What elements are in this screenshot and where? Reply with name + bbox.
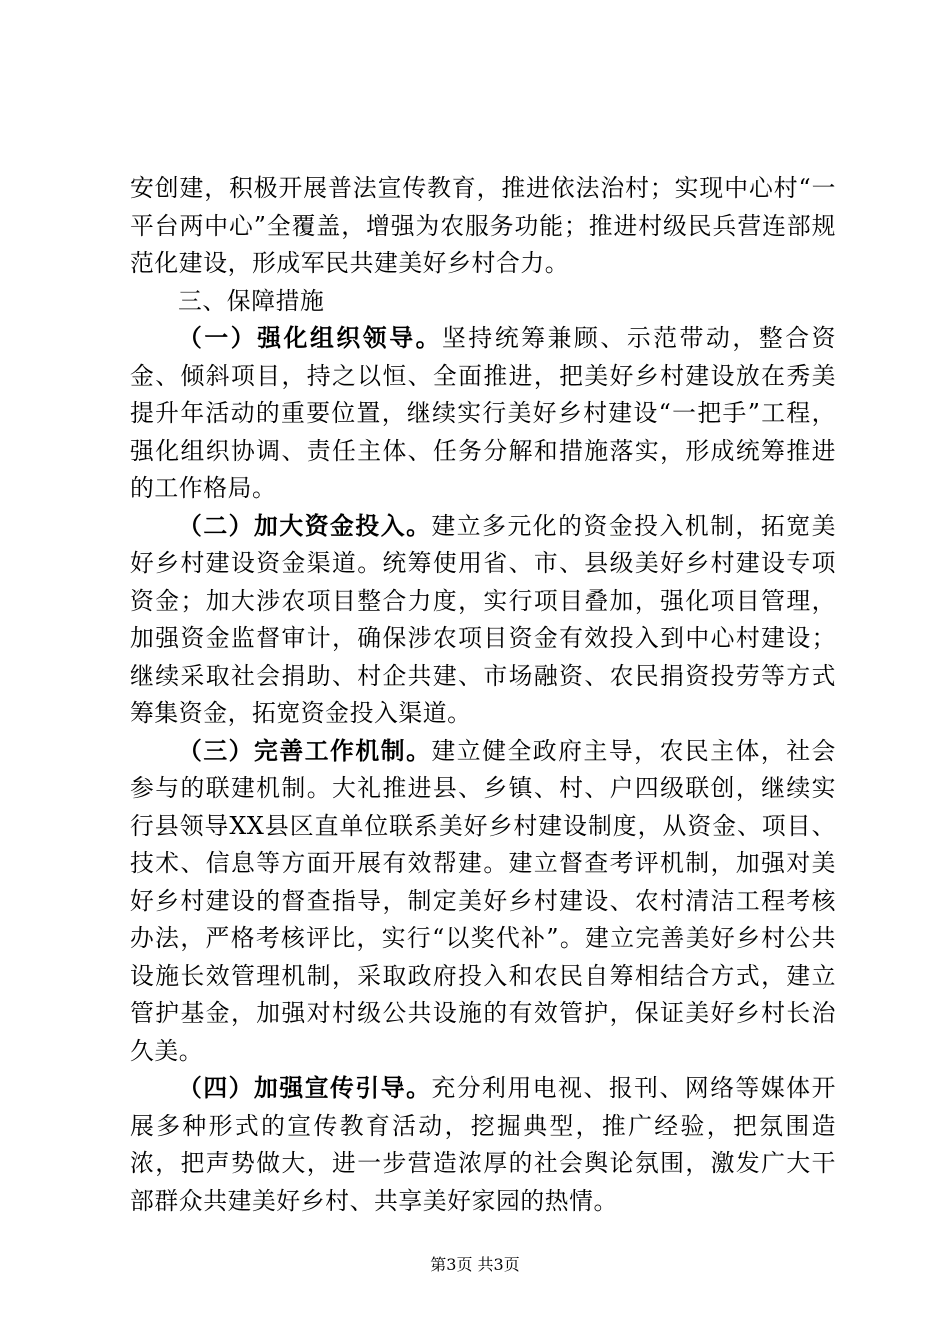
measure-text-2: 建立多元化的资金投入机制，拓宽美好乡村建设资金渠道。统筹使用省、市、县级美好乡村建设专项资金；加大涉农项目整合力度，实行项目叠加，强化项目管理，加强资金监督审计，确保涉农项目资金有效投入到中心村建设；继续采取社会捐助、村企共建、市场融资、农民捐资投劳等方式筹集资金，拓宽资金投入渠道。 <box>130 511 836 727</box>
measure-text-3: 建立健全政府主导，农民主体，社会参与的联建机制。大礼推进县、乡镇、村、户四级联创，继续实行县领导XX县区直单位联系美好乡村建设制度，从资金、项目、技术、信息等方面开展有效帮建。建立督查考评机制，加强对美好乡村建设的督查指导，制定美好乡村建设、农村清洁工程考核办法，严格考核评比，实行“以奖代补”。建立完善美好乡村公共设施长效管理机制，采取政府投入和农民自筹相结合方式，建立管护基金，加强对村级公共设施的有效管护，保证美好乡村长治久美。 <box>130 736 836 1065</box>
measure-heading-1: （一）强化组织领导。 <box>178 324 443 352</box>
continuation-paragraph: 安创建，积极开展普法宣传教育，推进依法治村；实现中心村“一平台两中心”全覆盖，增强为农服务功能；推进村级民兵营连部规范化建设，形成军民共建美好乡村合力。 <box>130 174 836 277</box>
page-number: 第3页 共3页 <box>430 1255 520 1274</box>
measure-text-4: 充分利用电视、报刊、网络等媒体开展多种形式的宣传教育活动，挖掘典型，推广经验，把氛围造浓，把声势做大，进一步营造浓厚的社会舆论氛围，激发广大干部群众共建美好乡村、共享美好家园的热情。 <box>130 1074 836 1215</box>
measure-paragraph-2 <box>130 508 836 733</box>
measure-paragraph-3 <box>130 733 836 1071</box>
measure-heading-2: （二）加大资金投入。 <box>178 511 432 540</box>
measure-paragraph-4 <box>130 1070 836 1220</box>
measure-text-1: 坚持统筹兼顾、示范带动，整合资金、倾斜项目，持之以恒、全面推进，把美好乡村建设放在秀美提升年活动的重要位置，继续实行美好乡村建设“一把手”工程，强化组织协调、责任主体、任务分解和措施落实，形成统筹推进的工作格局。 <box>130 324 837 502</box>
document-body <box>130 170 836 1220</box>
measure-heading-4: （四）加强宣传引导。 <box>178 1074 432 1102</box>
page-footer <box>0 1252 950 1275</box>
section-heading: 三、保障措施 <box>178 286 325 315</box>
measure-heading-3: （三）完善工作机制。 <box>178 736 432 765</box>
measure-paragraph-1 <box>130 320 836 508</box>
